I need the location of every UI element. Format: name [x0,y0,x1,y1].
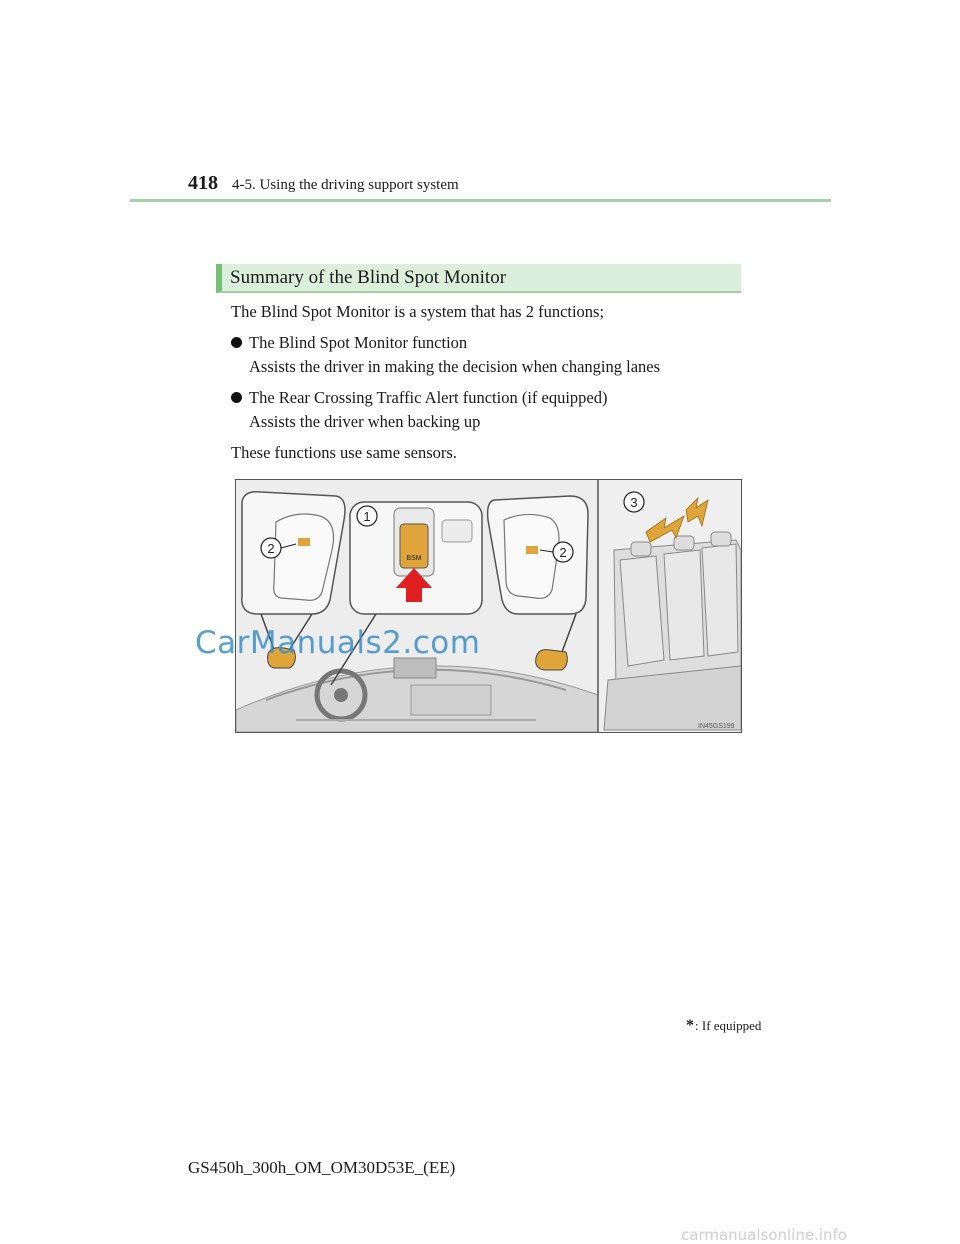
bullet-title: The Blind Spot Monitor function [249,333,468,352]
section-heading: Summary of the Blind Spot Monitor [216,264,741,293]
page-number: 418 [188,172,218,194]
bullet-title: The Rear Crossing Traffic Alert function (if equipped) [249,388,608,407]
bsm-illustration [235,479,742,733]
svg-text:3: 3 [630,495,638,510]
bullet-dot-icon [231,392,242,403]
bullet-item [231,331,751,379]
section-title: 4-5. Using the driving support system [232,177,459,193]
callout-1 [357,506,377,526]
rear-seat-illustration [599,480,741,732]
bullet-description: Assists the driver when backing up [249,412,481,431]
watermark-text: CarManuals2.com [195,625,481,661]
asterisk-icon: * [686,1017,694,1034]
bullet-dot-icon [231,337,242,348]
intro-paragraph: The Blind Spot Monitor is a system that has 2 functions; [231,302,605,321]
callout-3 [624,492,644,512]
header-rule [130,199,831,202]
footer-code: GS450h_300h_OM_OM30D53E_(EE) [188,1158,456,1177]
bsm-switch-label: BSM [406,555,422,562]
figure-code: IN45GS199 [698,723,735,730]
svg-text:2: 2 [267,541,275,556]
footnote [686,1017,761,1035]
page-header [188,172,459,195]
bullet-item [231,386,751,434]
bullet-description: Assists the driver in making the decision when changing lanes [249,357,661,376]
site-watermark: carmanualsonline.info [681,1226,847,1244]
footnote-text: : If equipped [695,1018,762,1033]
closing-paragraph: These functions use same sensors. [231,443,457,462]
svg-text:2: 2 [559,545,567,560]
svg-text:1: 1 [363,509,371,524]
